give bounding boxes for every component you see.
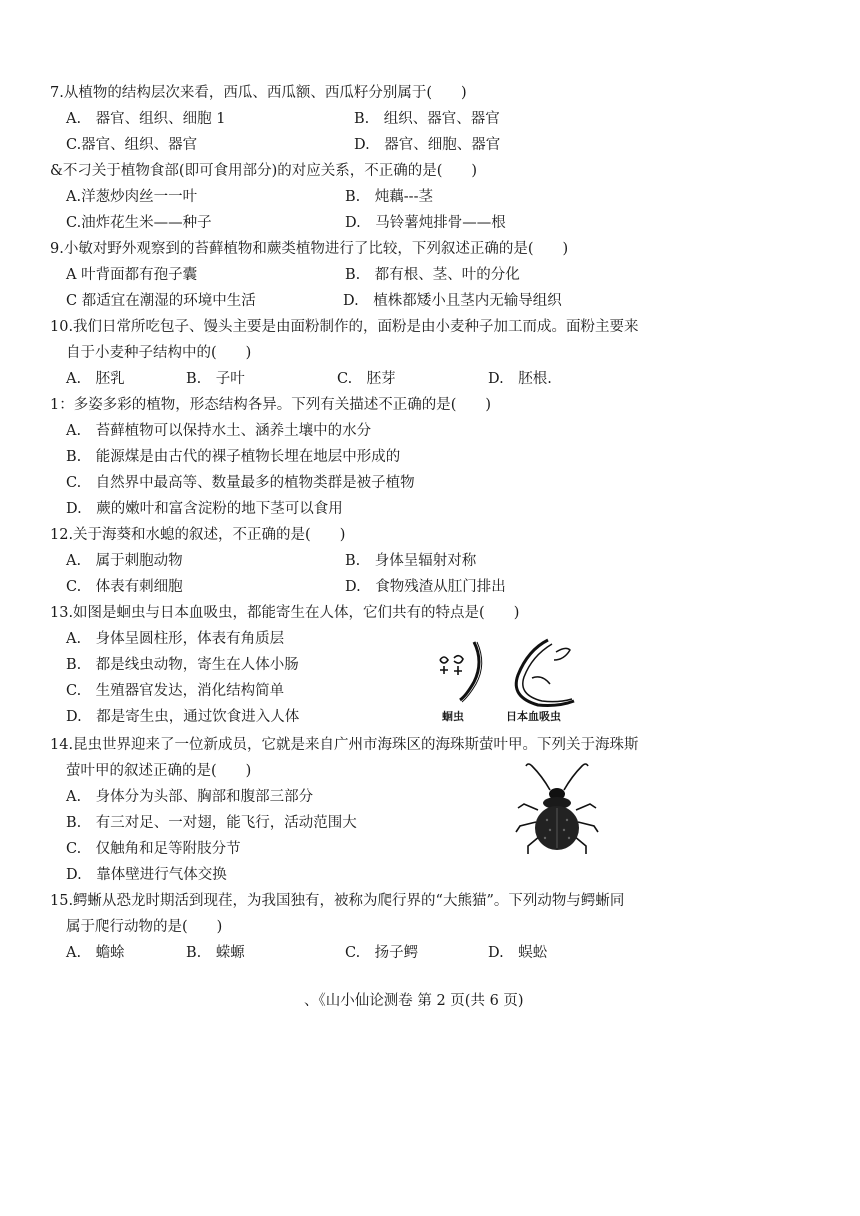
q7-option-a: A. 器官、组织、细胞 1 xyxy=(66,111,226,127)
q8-option-b: B. 炖藕---茎 xyxy=(345,189,433,205)
q9-option-b: B. 都有根、茎、叶的分化 xyxy=(345,267,520,283)
q11-option-c: C. 自然界中最高等、数量最多的植物类群是被子植物 xyxy=(66,475,415,491)
q14-option-a: A. 身体分为头部、胸部和腹部三部分 xyxy=(66,789,314,805)
q13-stem: 13.如图是蛔虫与日本血吸虫，都能寄生在人体，它们共有的特点是( ) xyxy=(50,605,520,621)
q14-stem-line1: 14.昆虫世界迎来了一位新成员，它就是来自广州市海珠区的海珠斯萤叶甲。下列关于海珠斯 xyxy=(50,737,639,753)
q11-option-b: B. 能源煤是由古代的裸子植物长埋在地层中形成的 xyxy=(66,449,401,465)
roundworm-icon xyxy=(460,642,479,700)
q12-option-b: B. 身体呈辐射对称 xyxy=(345,553,477,569)
q14-option-d: D. 靠体壁进行气体交换 xyxy=(66,867,227,883)
q15-stem-line2: 属于爬行动物的是( ) xyxy=(66,919,223,935)
q15-option-b: B. 蝾螈 xyxy=(186,945,245,961)
q10-stem-line1: 10.我们日常所吃包子、馒头主要是由面粉制作的，面粉是由小麦种子加工而成。面粉主要来 xyxy=(50,319,639,335)
q7-option-c: C.器官、组织、器官 xyxy=(66,137,198,153)
q11-option-d: D. 蕨的嫩叶和富含淀粉的地下茎可以食用 xyxy=(66,501,343,517)
q15-stem-line1: 15.鳄蜥从恐龙时期活到现荏，为我国独有，被称为爬行界的“大熊猫”。下列动物与鳄蜥同 xyxy=(50,893,625,909)
q14-beetle-figure xyxy=(512,760,602,860)
q15-option-d: D. 蜈蚣 xyxy=(488,945,548,961)
q9-option-c: C 都适宜在潮湿的环境中生活 xyxy=(66,293,256,309)
q10-stem-line2: 自于小麦种子结构中的( ) xyxy=(66,345,252,361)
q14-option-b: B. 有三对足、一对翅，能飞行，活动范围大 xyxy=(66,815,357,831)
q14-stem-line2: 萤叶甲的叙述正确的是( ) xyxy=(66,763,252,779)
q12-option-d: D. 食物残渣从肛门排出 xyxy=(345,579,506,595)
roundworm-caption: 蛔虫 xyxy=(442,710,464,723)
leaf-beetle-icon xyxy=(512,760,602,860)
q10-option-a: A. 胚乳 xyxy=(66,371,125,387)
schistosome-caption: 日本血吸虫 xyxy=(506,710,561,723)
q12-option-a: A. 属于刺胞动物 xyxy=(66,553,183,569)
q9-option-d: D. 植株都矮小且茎内无输导组织 xyxy=(343,293,562,309)
q8-option-d: D. 马铃薯炖排骨——根 xyxy=(345,215,506,231)
q12-stem: 12.关于海葵和水螅的叙述，不正确的是( ) xyxy=(50,527,346,543)
q11-stem: 1：多姿多彩的植物，形态结构各异。下列有关描述不正确的是( ) xyxy=(50,397,492,413)
page-footer: 、《山小仙论测卷 第 2 页(共 6 页) xyxy=(304,993,524,1009)
q14-option-c: C. 仅触角和足等附肢分节 xyxy=(66,841,241,857)
q9-stem: 9.小敏对野外观察到的苔藓植物和蕨类植物进行了比较，下列叙述正确的是( ) xyxy=(50,241,569,257)
q10-option-b: B. 子叶 xyxy=(186,371,245,387)
q8-option-a: A.洋葱炒肉丝一一叶 xyxy=(66,189,198,205)
q13-option-c: C. 生殖器官发达，消化结构简单 xyxy=(66,683,285,699)
male-female-roundworm-icon xyxy=(440,656,463,675)
q10-option-c: C. 胚芽 xyxy=(337,371,396,387)
q15-option-a: A. 蟾蜍 xyxy=(66,945,125,961)
q13-option-d: D. 都是寄生虫，通过饮食进入人体 xyxy=(66,709,300,725)
q11-option-a: A. 苔藓植物可以保持水土、涵养土壤中的水分 xyxy=(66,423,372,439)
q13-worm-figure xyxy=(430,630,580,725)
q7-option-b: B. 组织、器官、器官 xyxy=(354,111,500,127)
q8-option-c: C.油炸花生米——种子 xyxy=(66,215,212,231)
q8-stem: &不刁关于植物食部(即可食用部分)的对应关系，不正确的是( ) xyxy=(50,163,478,179)
q15-option-c: C. 扬子鳄 xyxy=(345,945,419,961)
q13-option-a: A. 身体呈圆柱形，体表有角质层 xyxy=(66,631,285,647)
schistosome-icon xyxy=(516,640,574,706)
q10-option-d: D. 胚根. xyxy=(488,371,552,387)
q13-option-b: B. 都是线虫动物，寄生在人体小肠 xyxy=(66,657,299,673)
q7-option-d: D. 器官、细胞、器官 xyxy=(354,137,501,153)
q12-option-c: C. 体表有刺细胞 xyxy=(66,579,183,595)
q9-option-a: A 叶背面都有孢子囊 xyxy=(66,267,198,283)
q7-stem: 7.从植物的结构层次来看，西瓜、西瓜额、西瓜籽分别属于( ) xyxy=(50,85,467,101)
